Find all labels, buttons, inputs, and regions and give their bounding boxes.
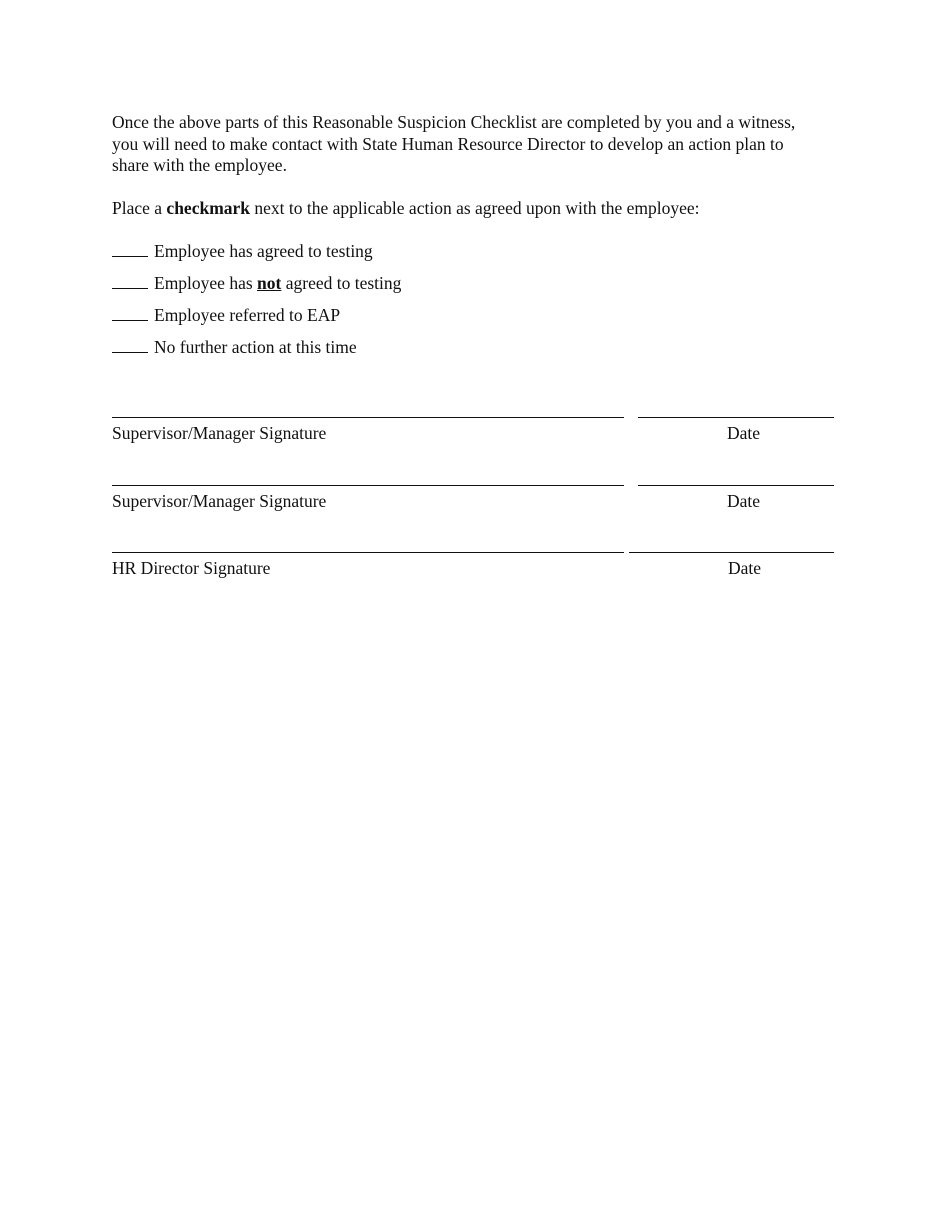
date-line[interactable]: [638, 485, 834, 486]
option-label-emphasis: not: [257, 273, 282, 293]
instruction-bold-word: checkmark: [166, 198, 251, 218]
checkmark-blank[interactable]: [112, 241, 148, 257]
instruction-prefix: Place a: [112, 198, 167, 218]
signature-label: Supervisor/Manager Signature: [112, 491, 327, 511]
date-line[interactable]: [629, 552, 834, 553]
option-referred-to-eap: [112, 304, 340, 326]
instruction-suffix: next to the applicable action as agreed upon with the employee:: [250, 198, 700, 218]
option-no-further-action: [112, 336, 357, 358]
option-agreed-to-testing: [112, 240, 373, 262]
signature-line[interactable]: [112, 485, 624, 486]
signature-label: HR Director Signature: [112, 558, 271, 578]
checkmark-blank[interactable]: [112, 273, 148, 289]
date-label: Date: [728, 558, 762, 578]
option-not-agreed-to-testing: [112, 272, 401, 294]
checkmark-blank[interactable]: [112, 337, 148, 353]
intro-paragraph: Once the above parts of this Reasonable Suspicion Checklist are completed by you and a witness, you will need to make contact with State Human Resource Director to develop an action plan to share with the employee.: [112, 112, 796, 175]
signature-line[interactable]: [112, 552, 624, 553]
signature-label: Supervisor/Manager Signature: [112, 423, 327, 443]
signature-line[interactable]: [112, 417, 624, 418]
checkmark-instruction: [112, 197, 700, 219]
option-label-end: agreed to testing: [281, 273, 402, 293]
option-label: No further action at this time: [154, 337, 357, 357]
option-label: Employee has agreed to testing: [154, 241, 373, 261]
option-label-start: Employee has: [154, 273, 258, 293]
date-line[interactable]: [638, 417, 834, 418]
date-label: Date: [727, 491, 761, 511]
checkmark-blank[interactable]: [112, 305, 148, 321]
date-label: Date: [727, 423, 761, 443]
option-label: Employee referred to EAP: [154, 305, 341, 325]
